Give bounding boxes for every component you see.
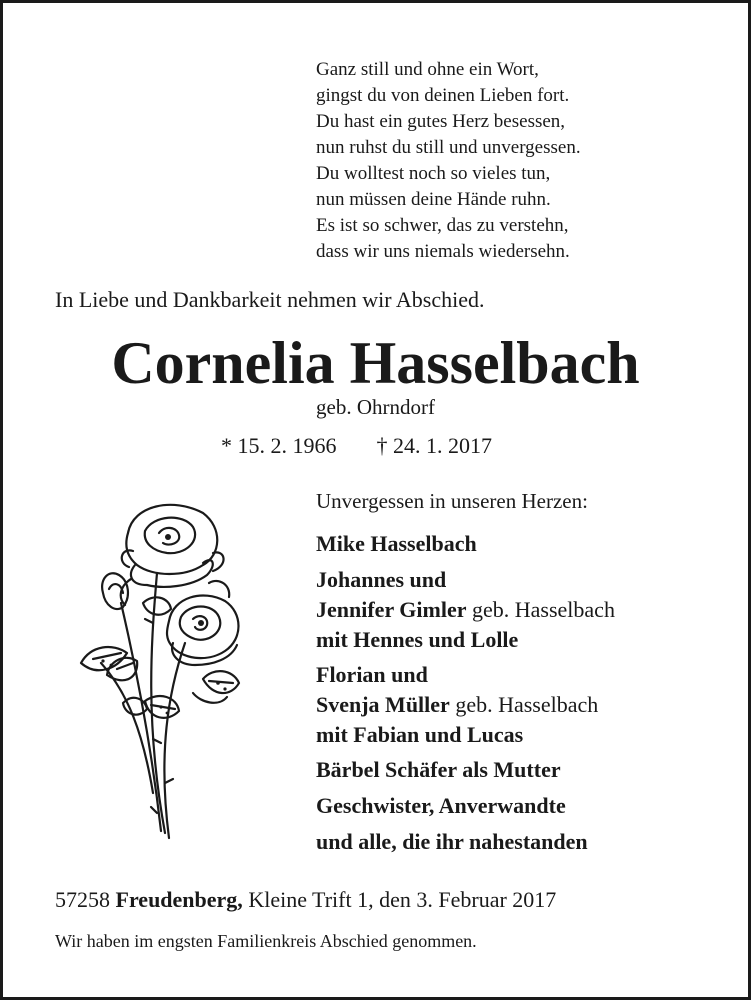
mourner-line bbox=[316, 595, 615, 625]
poem-line: dass wir uns niemals wiedersehn. bbox=[316, 241, 570, 262]
mourner-line: mit Hennes und Lolle bbox=[316, 627, 519, 652]
poem-line: nun müssen deine Hände ruhn. bbox=[316, 189, 551, 210]
mourner-nee: geb. Hasselbach bbox=[455, 692, 599, 717]
mourner-nee: geb. Hasselbach bbox=[472, 597, 615, 622]
funeral-note: Wir haben im engsten Familienkreis Abschied genommen. bbox=[55, 931, 477, 951]
poem bbox=[316, 57, 581, 265]
birth-date: * 15. 2. 1966 bbox=[221, 433, 337, 458]
poem-line: Du wolltest noch so vieles tun, bbox=[316, 163, 551, 184]
mourner-line: und alle, die ihr nahestanden bbox=[316, 829, 588, 854]
mourner-line bbox=[316, 690, 615, 720]
mourner-name: Svenja Müller bbox=[316, 692, 450, 717]
poem-line: Du hast ein gutes Herz besessen, bbox=[316, 111, 566, 132]
death-date: † 24. 1. 2017 bbox=[376, 433, 492, 458]
mourner-name: Jennifer Gimler bbox=[316, 597, 467, 622]
poem-line: Es ist so schwer, das zu verstehn, bbox=[316, 215, 569, 236]
address-line bbox=[55, 887, 556, 913]
city: Freudenberg, bbox=[115, 887, 243, 912]
mourner-line: Mike Hasselbach bbox=[316, 531, 477, 556]
poem-line: gingst du von deinen Lieben fort. bbox=[316, 85, 570, 106]
deceased-name: Cornelia Hasselbach bbox=[111, 330, 640, 396]
zip-code: 57258 bbox=[55, 887, 110, 912]
mourner-line: Florian und bbox=[316, 662, 428, 687]
mourner-group bbox=[316, 565, 615, 655]
mourner-group bbox=[316, 660, 615, 750]
mourner-line: Johannes und bbox=[316, 567, 447, 592]
street-date: Kleine Trift 1, den 3. Februar 2017 bbox=[248, 887, 557, 912]
mourner-line: mit Fabian und Lucas bbox=[316, 722, 524, 747]
mourners-heading: Unvergessen in unseren Herzen: bbox=[316, 489, 588, 513]
mourner-line: Geschwister, Anverwandte bbox=[316, 793, 566, 818]
maiden-name: geb. Ohrndorf bbox=[316, 395, 435, 419]
poem-line: Ganz still und ohne ein Wort, bbox=[316, 59, 539, 80]
life-dates bbox=[221, 433, 492, 459]
poem-line: nun ruhst du still und unvergessen. bbox=[316, 137, 581, 158]
mourner-line: Bärbel Schäfer als Mutter bbox=[316, 757, 561, 782]
farewell-intro: In Liebe und Dankbarkeit nehmen wir Abschied. bbox=[55, 287, 485, 312]
rose-illustration bbox=[73, 493, 248, 853]
mourners-list bbox=[316, 529, 615, 857]
